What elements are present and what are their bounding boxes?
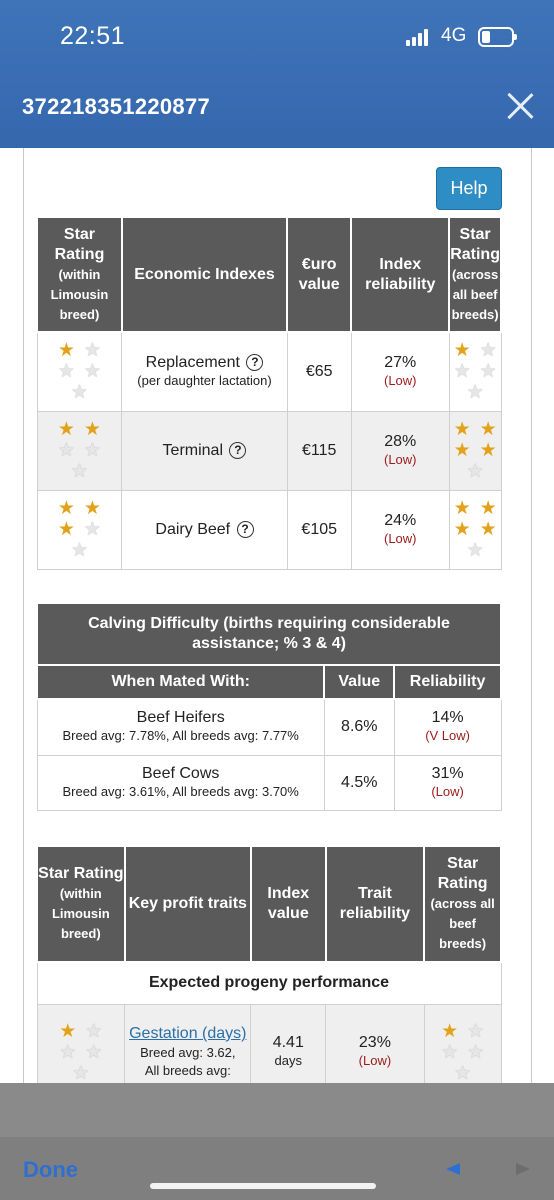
all-breeds-average: All breeds avg: <box>144 1063 231 1078</box>
star-filled-icon: ★ <box>453 419 471 440</box>
star-empty-icon: ★ <box>85 1020 103 1042</box>
reliability-value: 24% <box>384 511 417 529</box>
header-label: Star Rating <box>54 225 105 263</box>
status-bar <box>0 0 554 70</box>
star-rating-within <box>37 1004 125 1083</box>
star-empty-icon: ★ <box>466 540 484 561</box>
star-filled-icon: ★ <box>479 419 497 440</box>
breed-average: Breed avg: 3.62, <box>140 1045 236 1060</box>
index-name-cell <box>122 332 287 411</box>
calving-caption: Calving Difficulty (births requiring considerable assistance; % 3 & 4) <box>37 603 501 665</box>
star-empty-icon: ★ <box>467 1020 485 1042</box>
close-icon[interactable] <box>506 92 534 120</box>
economic-index-table <box>36 216 502 570</box>
star-filled-icon: ★ <box>479 519 497 540</box>
bottom-toolbar <box>0 1083 554 1200</box>
star-filled-icon: ★ <box>59 1020 77 1042</box>
done-button[interactable]: Done <box>23 1157 78 1182</box>
star-rating-across <box>424 1004 501 1083</box>
index-name: Dairy Beef <box>155 520 231 538</box>
back-arrow-icon[interactable] <box>446 1163 460 1175</box>
left-divider <box>23 148 24 1083</box>
home-indicator <box>150 1183 376 1189</box>
battery-icon <box>478 27 514 47</box>
reliability-level: (Low) <box>358 1053 392 1068</box>
header-sublabel: (within Limousin breed) <box>50 266 109 322</box>
header-reliability: Index reliability <box>351 217 449 332</box>
euro-value: €115 <box>287 411 351 490</box>
star-empty-icon: ★ <box>479 340 497 362</box>
reliability-cell <box>351 411 449 490</box>
star-filled-icon: ★ <box>83 419 101 440</box>
breed-average: Breed avg: 7.78%, All breeds avg: 7.77% <box>62 728 299 744</box>
main-content[interactable] <box>0 148 554 1083</box>
star-empty-icon: ★ <box>83 519 101 540</box>
header-star-within <box>37 846 125 962</box>
forward-arrow-icon[interactable] <box>516 1163 530 1175</box>
header-star-within <box>37 217 122 332</box>
star-filled-icon: ★ <box>57 419 75 440</box>
profit-traits-table <box>36 845 502 1083</box>
header-label: Star Rating <box>38 865 124 882</box>
star-filled-icon: ★ <box>57 498 75 519</box>
header-sublabel: (across all beef breeds) <box>451 266 499 322</box>
header-sublabel: (within Limousin breed) <box>51 886 110 941</box>
star-filled-icon: ★ <box>441 1020 459 1042</box>
reliability-level: (Low) <box>384 372 417 388</box>
index-subtext: (per daughter lactation) <box>137 372 272 388</box>
star-empty-icon: ★ <box>70 461 88 482</box>
reliability-cell <box>351 490 449 569</box>
header-value: Value <box>324 665 394 699</box>
header-indexes: Economic Indexes <box>122 217 287 332</box>
index-name: Terminal <box>162 441 224 459</box>
star-filled-icon: ★ <box>453 519 471 540</box>
mated-with-name: Beef Heifers <box>136 709 225 727</box>
gestation-link[interactable]: Gestation (days) <box>129 1025 247 1042</box>
star-rating-across <box>449 411 501 490</box>
header-reliability: Reliability <box>394 665 501 699</box>
star-rating-within <box>37 332 122 411</box>
star-empty-icon: ★ <box>466 461 484 482</box>
signal-icon <box>406 28 432 46</box>
header-mated-with: When Mated With: <box>37 665 324 699</box>
reliability-value: 28% <box>384 432 417 450</box>
reliability-value: 27% <box>384 353 417 371</box>
euro-value: €65 <box>287 332 351 411</box>
table-row-gestation <box>37 1004 501 1083</box>
star-rating-within <box>37 411 122 490</box>
help-icon[interactable]: ? <box>246 354 263 371</box>
star-rating-across <box>449 332 501 411</box>
star-filled-icon: ★ <box>57 519 75 540</box>
mated-with-cell <box>37 755 324 810</box>
mated-with-name: Beef Cows <box>142 764 220 782</box>
star-empty-icon: ★ <box>83 440 101 461</box>
help-button[interactable]: Help <box>436 167 502 210</box>
right-divider <box>531 148 532 1083</box>
header-index-value: Index value <box>251 846 326 962</box>
index-name-cell <box>122 411 287 490</box>
table-row-beef-cows <box>37 755 501 810</box>
star-filled-icon: ★ <box>453 498 471 519</box>
network-type: 4G <box>441 25 467 46</box>
star-empty-icon: ★ <box>70 382 88 404</box>
header-star-across <box>449 217 501 332</box>
star-filled-icon: ★ <box>453 340 471 362</box>
reliability-level: (V Low) <box>425 728 470 744</box>
star-empty-icon: ★ <box>466 382 484 404</box>
reliability-cell <box>394 699 501 755</box>
calving-difficulty-table <box>36 602 502 811</box>
table-row-beef-heifers <box>37 699 501 755</box>
index-unit: days <box>274 1053 303 1068</box>
header-traits: Key profit traits <box>125 846 251 962</box>
star-empty-icon: ★ <box>479 361 497 383</box>
help-icon[interactable]: ? <box>229 442 246 459</box>
help-icon[interactable]: ? <box>237 521 254 538</box>
star-filled-icon: ★ <box>479 498 497 519</box>
table-row-terminal <box>37 411 501 490</box>
reliability-cell <box>394 755 501 810</box>
star-empty-icon: ★ <box>83 361 101 383</box>
star-empty-icon: ★ <box>453 361 471 383</box>
star-empty-icon: ★ <box>83 340 101 362</box>
table-row-dairy-beef <box>37 490 501 569</box>
index-value: 4.41 <box>272 1034 304 1051</box>
trait-name-cell <box>125 1004 251 1083</box>
reliability-value: 14% <box>431 709 464 727</box>
star-empty-icon: ★ <box>467 1041 485 1063</box>
calving-value: 4.5% <box>324 755 394 810</box>
star-empty-icon: ★ <box>70 540 88 561</box>
star-empty-icon: ★ <box>57 361 75 383</box>
page-title: 372218351220877 <box>22 94 211 119</box>
header-label: Star Rating <box>437 855 488 892</box>
star-empty-icon: ★ <box>59 1041 77 1063</box>
header-star-across <box>424 846 501 962</box>
table-row-replacement <box>37 332 501 411</box>
index-name-cell <box>122 490 287 569</box>
index-name: Replacement <box>145 353 240 371</box>
mated-with-cell <box>37 699 324 755</box>
app-header <box>0 0 554 148</box>
star-filled-icon: ★ <box>57 340 75 362</box>
reliability-level: (Low) <box>384 530 417 546</box>
header-trait-reliability: Trait reliability <box>326 846 425 962</box>
index-value-cell <box>251 1004 326 1083</box>
reliability-level: (Low) <box>431 783 464 799</box>
star-rating-across <box>449 490 501 569</box>
toolbar-separator <box>0 1083 554 1137</box>
star-empty-icon: ★ <box>72 1062 90 1083</box>
reliability-level: (Low) <box>384 451 417 467</box>
reliability-value: 31% <box>431 764 464 782</box>
star-rating-within <box>37 490 122 569</box>
star-filled-icon: ★ <box>83 498 101 519</box>
section-expected-progeny: Expected progeny performance <box>37 962 501 1004</box>
star-empty-icon: ★ <box>441 1041 459 1063</box>
status-time: 22:51 <box>60 22 126 50</box>
euro-value: €105 <box>287 490 351 569</box>
star-empty-icon: ★ <box>85 1041 103 1063</box>
calving-value: 8.6% <box>324 699 394 755</box>
reliability-value: 23% <box>358 1034 391 1051</box>
reliability-cell <box>351 332 449 411</box>
star-filled-icon: ★ <box>453 440 471 461</box>
star-empty-icon: ★ <box>454 1062 472 1083</box>
header-euro-value: €uro value <box>287 217 351 332</box>
star-empty-icon: ★ <box>57 440 75 461</box>
header-sublabel: (across all beef breeds) <box>430 896 495 951</box>
breed-average: Breed avg: 3.61%, All breeds avg: 3.70% <box>62 783 299 799</box>
reliability-cell <box>326 1004 425 1083</box>
header-label: Star Rating <box>450 225 500 263</box>
star-filled-icon: ★ <box>479 440 497 461</box>
